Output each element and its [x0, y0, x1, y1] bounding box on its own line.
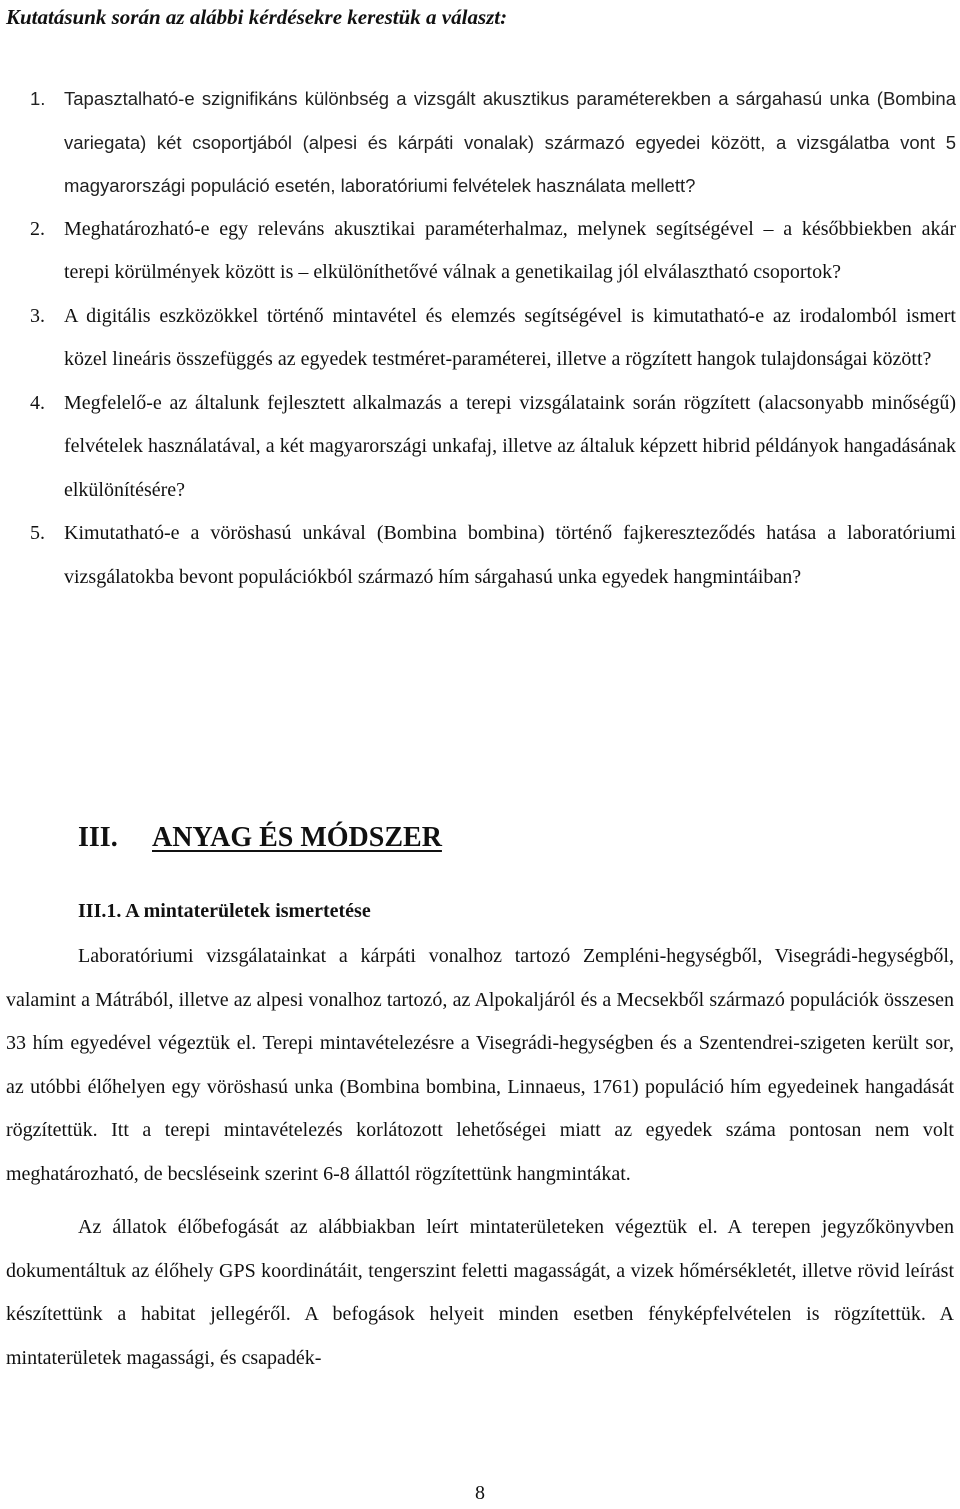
section-number: III.	[78, 822, 118, 853]
body-text	[6, 935, 954, 1380]
question-text: Kimutatható-e a vöröshasú unkával (Bombina bombina) történő fajkereszteződés hatása a laboratóriumi vizsgálatokba bevont populációkból származó hím sárgahasú unka egyedek hangmintáiban?	[64, 522, 956, 588]
question-item	[30, 295, 956, 382]
research-questions-list	[30, 77, 956, 599]
question-text: Megfelelő-e az általunk fejlesztett alkalmazás a terepi vizsgálataink során rögzített (alacsonyabb minőségű) felvételek használatával, a két magyarországi unkafaj, illetve az általuk képzett hibrid példányok hangadásának elkülönítésére?	[64, 391, 956, 501]
question-number: 5.	[30, 522, 45, 544]
question-item	[30, 512, 956, 599]
question-number: 2.	[30, 217, 45, 240]
question-text: Meghatározható-e egy releváns akusztikai paraméterhalmaz, melynek segítségével – a későbbiekben akár terepi körülmények között is – elkülöníthetővé válnak a genetikailag jól elválasztható csoportok?	[64, 217, 956, 283]
question-item	[30, 208, 956, 295]
paragraph: Az állatok élőbefogását az alábbiakban leírt mintaterületeken végeztük el. A terepen jegyzőkönyvben dokumentáltuk az élőhely GPS koordinátáit, tengerszint feletti magasságát, a vizek hőmérsékletét, illetve rövid leírást készítettünk a habitat jellegéről. A befogások helyeit minden esetben fényképfelvételen is rögzítettük. A mintaterületek magassági, és csapadék-	[6, 1216, 954, 1369]
intro-heading: Kutatásunk során az alábbi kérdésekre kerestük a választ:	[6, 5, 508, 29]
page-number: 8	[475, 1482, 485, 1504]
question-number: 3.	[30, 304, 45, 327]
paragraph: Laboratóriumi vizsgálatainkat a kárpáti vonalhoz tartozó Zempléni-hegységből, Visegrádi-hegységből, valamint a Mátrából, illetve az alpesi vonalhoz tartozó, az Alpokaljáról és a Mecsekből származó populációk összesen 33 hím egyedével végeztük el. Terepi mintavételezésre a Visegrádi-hegységben és a Szentendrei-szigeten került sor, az utóbbi élőhelyen egy vöröshasú unka (Bombina bombina, Linnaeus, 1761) populáció hím egyedeinek hangadását rögzítettük. Itt a terepi mintavételezés korlátozott lehetőségei miatt az egyedek száma pontosan nem volt meghatározható, de becsléseink szerint 6-8 állattól rögzítettünk hangmintákat.	[6, 945, 954, 1185]
question-text: Tapasztalható-e szignifikáns különbség a vizsgált akusztikus paraméterekben a sárgahasú unka (Bombina variegata) két csoportjából (alpesi és kárpáti vonalak) származó egyedei között, a vizsgálatba vont 5 magyarországi populáció esetén, laboratóriumi felvételek használata mellett?	[64, 88, 956, 196]
question-number: 1.	[30, 88, 46, 109]
subsection-heading: III.1. A mintaterületek ismertetése	[78, 900, 371, 922]
question-number: 4.	[30, 391, 45, 414]
question-item	[30, 382, 956, 513]
section-title: ANYAG ÉS MÓDSZER	[152, 822, 442, 853]
question-text: A digitális eszközökkel történő mintavétel és elemzés segítségével is kimutatható-e az irodalomból ismert közel lineáris összefüggés az egyedek testméret-paraméterei, illetve a rögzített hangok tulajdonságai között?	[64, 304, 956, 370]
section-heading	[78, 818, 442, 858]
question-item	[30, 77, 956, 208]
